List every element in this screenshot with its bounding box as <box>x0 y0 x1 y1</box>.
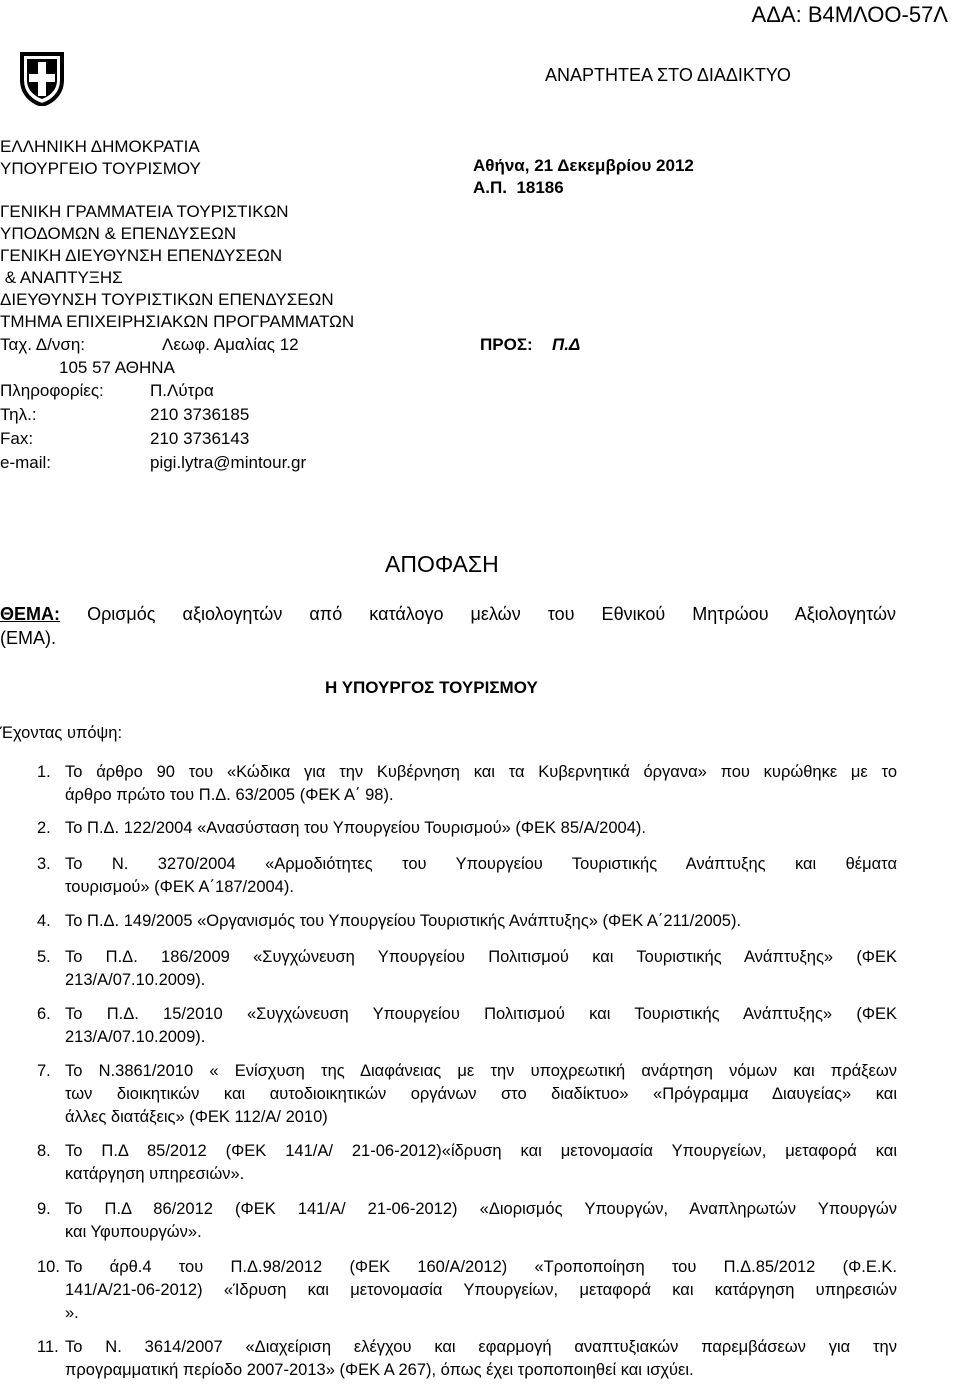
document-date: Αθήνα, 21 Δεκεμβρίου 2012 <box>473 156 694 175</box>
tel-value: 210 3736185 <box>150 405 250 424</box>
list-item-number: 9. <box>37 1200 51 1218</box>
list-item-text: Το Π.Δ. 149/2005 «Οργανισμός του Υπουργείου Τουριστικής Ανάπτυξης» (ΦΕΚ Α΄211/2005). <box>65 912 742 930</box>
list-item-text: άλλες διατάξεις» (ΦΕΚ 112/Α/ 2010) <box>65 1108 328 1126</box>
minister-heading: Η ΥΠΟΥΡΓΟΣ ΤΟΥΡΙΣΜΟΥ <box>325 678 538 697</box>
list-item-text: ». <box>65 1304 79 1322</box>
ministry-line-2: ΥΠΟΥΡΓΕΙΟ ΤΟΥΡΙΣΜΟΥ <box>0 159 201 178</box>
department-line-4: & ΑΝΑΠΤΥΞΗΣ <box>0 268 123 287</box>
email-label: e-mail: <box>0 453 52 472</box>
ministry-line-1: ΕΛΛΗΝΙΚΗ ΔΗΜΟΚΡΑΤΙΑ <box>0 137 200 156</box>
decision-title: ΑΠΟΦΑΣΗ <box>385 551 499 577</box>
list-item-number: 2. <box>37 819 51 837</box>
tel-label: Τηλ.: <box>0 405 37 424</box>
protocol-number: Α.Π. 18186 <box>473 178 564 197</box>
list-item-number: 6. <box>37 1005 51 1023</box>
fax-label: Fax: <box>0 429 34 448</box>
list-item-text: Το Ν.3861/2010 « Ενίσχυση της Διαφάνειας με την υποχρεωτική ανάρτηση νόμων και πράξεων <box>65 1062 897 1080</box>
list-item-number: 4. <box>37 912 51 930</box>
info-value: Π.Λύτρα <box>150 381 214 400</box>
department-line-3: ΓΕΝΙΚΗ ΔΙΕΥΘΥΝΣΗ ΕΠΕΝΔΥΣΕΩΝ <box>0 246 283 265</box>
list-item-number: 1. <box>37 763 51 781</box>
department-line-2: ΥΠΟΔΟΜΩΝ & ΕΠΕΝΔΥΣΕΩΝ <box>0 224 237 243</box>
list-item-number: 10. <box>37 1258 60 1276</box>
department-line-6: ΤΜΗΜΑ ΕΠΙΧΕΙΡΗΣΙΑΚΩΝ ΠΡΟΓΡΑΜΜΑΤΩΝ <box>0 312 355 331</box>
list-item-text: Το Π.Δ 85/2012 (ΦΕΚ 141/Α/ 21-06-2012)«ίδρυση και μετονομασία Υπουργείων, μεταφορά και <box>65 1142 897 1160</box>
subject-line <box>0 602 896 626</box>
email-value[interactable]: pigi.lytra@mintour.gr <box>150 453 307 472</box>
list-item-number: 11. <box>37 1338 59 1356</box>
list-item-number: 7. <box>37 1062 51 1080</box>
list-item-text: προγραμματική περίοδο 2007-2013» (ΦΕΚ Α 267), όπως έχει τροποποιηθεί και ισχύει. <box>65 1361 694 1379</box>
list-item-text: Το Π.Δ. 122/2004 «Ανασύσταση του Υπουργείου Τουρισμού» (ΦΕΚ 85/Α/2004). <box>65 819 646 837</box>
address-line-2: 105 57 ΑΘΗΝΑ <box>59 358 175 377</box>
recipient-value: Π.Δ <box>552 335 581 354</box>
address-label: Ταχ. Δ/νση: <box>0 335 86 354</box>
recipient-label: ΠΡΟΣ: <box>480 335 533 354</box>
list-item-text: τουρισμού» (ΦΕΚ Α΄187/2004). <box>65 878 294 896</box>
ada-code: ΑΔΑ: Β4ΜΛΟΟ-57Λ <box>751 2 948 27</box>
list-item-text: Το άρθρο 90 του «Κώδικα για την Κυβέρνηση και τα Κυβερνητικά όργανα» που κυρώθηκε με το <box>65 763 897 781</box>
subject-text: Ορισμός αξιολογητών από κατάλογο μελών του Εθνικού Μητρώου Αξιολογητών <box>60 604 896 624</box>
list-item-text: και Υφυπουργών». <box>65 1223 202 1241</box>
list-item-number: 3. <box>37 855 51 873</box>
department-line-5: ΔΙΕΥΘΥΝΣΗ ΤΟΥΡΙΣΤΙΚΩΝ ΕΠΕΝΔΥΣΕΩΝ <box>0 290 334 309</box>
list-item-text: Το Π.Δ. 15/2010 «Συγχώνευση Υπουργείου Πολιτισμού και Τουριστικής Ανάπτυξης» (ΦΕΚ <box>65 1005 897 1023</box>
list-item-text: άρθρο πρώτο του Π.Δ. 63/2005 (ΦΕΚ Α΄ 98). <box>65 786 394 804</box>
list-item-text: Το Π.Δ 86/2012 (ΦΕΚ 141/Α/ 21-06-2012) «Διορισμός Υπουργών, Αναπληρωτών Υπουργών <box>65 1200 897 1218</box>
coat-of-arms-icon <box>16 50 68 106</box>
list-item-text: κατάργηση υπηρεσιών». <box>65 1165 245 1183</box>
list-item-text: 141/Α/21-06-2012) «Ίδρυση και μετονομασία Υπουργείων, μεταφορά και κατάργηση υπηρεσιών <box>65 1281 897 1299</box>
publish-note: ΑΝΑΡΤΗΤΕΑ ΣΤΟ ΔΙΑΔΙΚΤΥΟ <box>545 65 791 85</box>
address-line-1: Λεωφ. Αμαλίας 12 <box>162 335 299 354</box>
list-item-text: Το Ν. 3614/2007 «Διαχείριση ελέγχου και εφαρμογή αναπτυξιακών παρεμβάσεων για την <box>65 1338 897 1356</box>
list-item-text: 213/Α/07.10.2009). <box>65 971 206 989</box>
list-item-text: 213/Α/07.10.2009). <box>65 1028 206 1046</box>
subject-line-2: (ΕΜΑ). <box>0 628 56 648</box>
info-label: Πληροφορίες: <box>0 381 104 400</box>
list-item-number: 8. <box>37 1142 51 1160</box>
list-item-text: Το Ν. 3270/2004 «Αρμοδιότητες του Υπουργείου Τουριστικής Ανάπτυξης και θέματα <box>65 855 897 873</box>
list-item-text: Το Π.Δ. 186/2009 «Συγχώνευση Υπουργείου Πολιτισμού και Τουριστικής Ανάπτυξης» (ΦΕΚ <box>65 948 897 966</box>
list-item-number: 5. <box>37 948 51 966</box>
subject-label: ΘΕΜΑ: <box>0 604 60 624</box>
list-item-text: Το άρθ.4 του Π.Δ.98/2012 (ΦΕΚ 160/Α/2012) «Τροποποίηση του Π.Δ.85/2012 (Φ.Ε.Κ. <box>65 1258 897 1276</box>
considering-heading: Έχοντας υπόψη: <box>0 724 123 742</box>
list-item-text: των διοικητικών και αυτοδιοικητικών οργάνων στο διαδίκτυο» «Πρόγραμμα Διαυγείας» και <box>65 1085 897 1103</box>
department-line-1: ΓΕΝΙΚΗ ΓΡΑΜΜΑΤΕΙΑ ΤΟΥΡΙΣΤΙΚΩΝ <box>0 202 289 221</box>
fax-value: 210 3736143 <box>150 429 250 448</box>
